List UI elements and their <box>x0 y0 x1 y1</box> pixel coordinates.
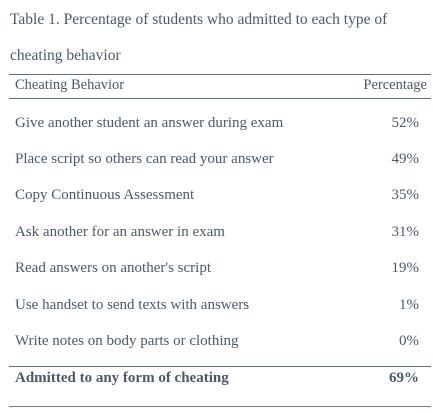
table-row <box>0 260 433 284</box>
row-behavior: Place script so others can read your answer <box>15 151 274 167</box>
table-header-rule <box>9 98 431 99</box>
table-row <box>0 224 433 248</box>
row-percentage: 35% <box>391 187 419 203</box>
row-behavior: Use handset to send texts with answers <box>15 297 250 313</box>
row-percentage: 49% <box>391 151 419 167</box>
table-row <box>0 333 433 357</box>
table-row <box>0 151 433 175</box>
row-percentage: 19% <box>391 260 419 276</box>
table-total-row <box>0 370 433 394</box>
table-top-rule <box>9 74 431 75</box>
table-caption <box>10 2 430 74</box>
header-percentage: Percentage <box>363 77 427 93</box>
row-behavior: Ask another for an answer in exam <box>15 224 225 240</box>
row-percentage: 1% <box>399 297 419 313</box>
table-row <box>0 297 433 321</box>
header-cheating-behavior: Cheating Behavior <box>15 77 125 93</box>
caption-line-1: Table 1. Percentage of students who admitted to each type of <box>10 11 388 28</box>
row-behavior: Give another student an answer during exam <box>15 115 284 131</box>
caption-line-2: cheating behavior <box>10 47 121 64</box>
total-behavior: Admitted to any form of cheating <box>15 370 229 386</box>
total-percentage: 69% <box>389 370 419 386</box>
row-percentage: 31% <box>391 224 419 240</box>
row-percentage: 52% <box>391 115 419 131</box>
row-behavior: Write notes on body parts or clothing <box>15 333 239 349</box>
table-row <box>0 115 433 139</box>
row-percentage: 0% <box>399 333 419 349</box>
table-bottom-rule <box>9 406 431 407</box>
table-total-rule <box>9 366 431 367</box>
row-behavior: Read answers on another's script <box>15 260 211 276</box>
table-row <box>0 187 433 211</box>
row-behavior: Copy Continuous Assessment <box>15 187 195 203</box>
